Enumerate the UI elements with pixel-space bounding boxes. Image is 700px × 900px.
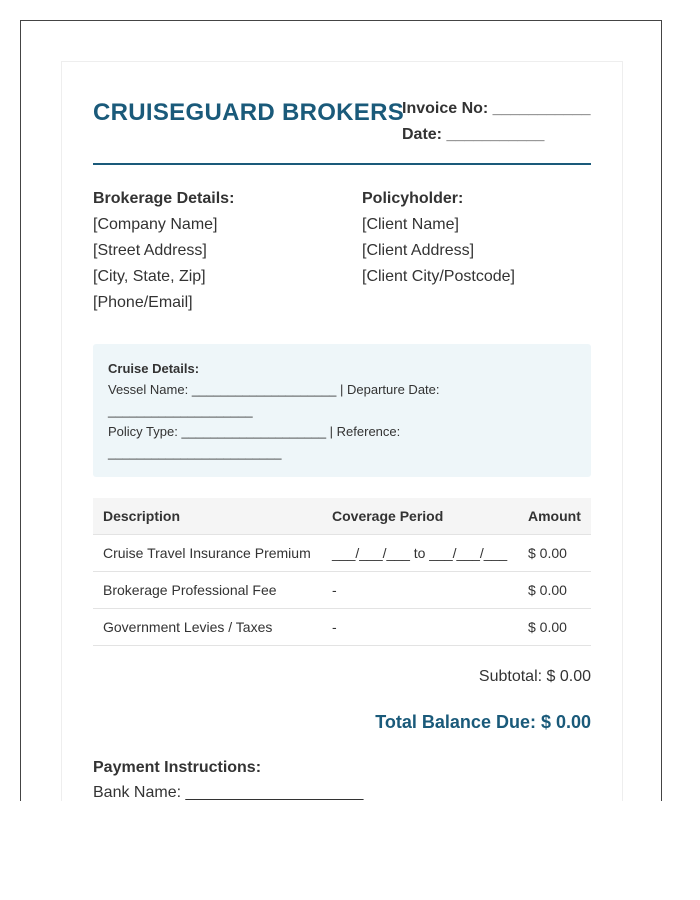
total-balance-due: Total Balance Due: $ 0.00 bbox=[375, 712, 591, 732]
cruise-details-content bbox=[108, 358, 578, 463]
client-city-postcode: [Client City/Postcode] bbox=[362, 268, 515, 285]
brokerage-company-name: [Company Name] bbox=[93, 216, 218, 233]
row-coverage-period: - bbox=[322, 572, 518, 609]
cruise-details-title: Cruise Details: bbox=[108, 361, 200, 376]
brokerage-city-state-zip: [City, State, Zip] bbox=[93, 268, 206, 285]
departure-date-blank: ____________________ bbox=[108, 403, 253, 418]
policyholder-title: Policyholder: bbox=[362, 190, 464, 207]
table-row bbox=[93, 535, 591, 572]
client-address: [Client Address] bbox=[362, 242, 475, 259]
row-coverage-period: - bbox=[322, 609, 518, 646]
header-coverage-period: Coverage Period bbox=[322, 498, 518, 535]
page-frame bbox=[20, 20, 662, 801]
line-items-table bbox=[93, 498, 591, 646]
row-description: Cruise Travel Insurance Premium bbox=[93, 535, 322, 572]
brokerage-title: Brokerage Details: bbox=[93, 190, 235, 207]
policy-type-line: Policy Type: ____________________ | Reference: bbox=[108, 424, 401, 439]
payment-instructions-title: Payment Instructions: bbox=[93, 759, 262, 776]
reference-blank: ________________________ bbox=[108, 445, 282, 460]
invoice-meta bbox=[402, 96, 591, 148]
row-description: Government Levies / Taxes bbox=[93, 609, 322, 646]
invoice-date-field: Date: ___________ bbox=[402, 126, 545, 143]
bank-name-field: Bank Name: ____________________ bbox=[93, 784, 364, 801]
brokerage-phone-email: [Phone/Email] bbox=[93, 294, 193, 311]
client-name: [Client Name] bbox=[362, 216, 459, 233]
policyholder-details bbox=[362, 186, 591, 290]
header-amount: Amount bbox=[518, 498, 591, 535]
company-name: CRUISEGUARD BROKERS bbox=[93, 99, 405, 126]
header-description: Description bbox=[93, 498, 322, 535]
brokerage-details bbox=[93, 186, 353, 316]
cruise-details-box bbox=[93, 344, 591, 477]
table-row bbox=[93, 609, 591, 646]
row-description: Brokerage Professional Fee bbox=[93, 572, 322, 609]
subtotal: Subtotal: $ 0.00 bbox=[478, 668, 591, 685]
table-row bbox=[93, 572, 591, 609]
row-amount: $ 0.00 bbox=[518, 609, 591, 646]
row-coverage-period: ___/___/___ to ___/___/___ bbox=[322, 535, 518, 572]
table-header-row bbox=[93, 498, 591, 535]
vessel-name-line: Vessel Name: ____________________ | Departure Date: bbox=[108, 382, 440, 397]
brokerage-street-address: [Street Address] bbox=[93, 242, 207, 259]
row-amount: $ 0.00 bbox=[518, 535, 591, 572]
header-divider bbox=[93, 163, 591, 165]
invoice-sheet bbox=[61, 61, 623, 801]
invoice-number-field: Invoice No: ___________ bbox=[402, 100, 591, 117]
row-amount: $ 0.00 bbox=[518, 572, 591, 609]
